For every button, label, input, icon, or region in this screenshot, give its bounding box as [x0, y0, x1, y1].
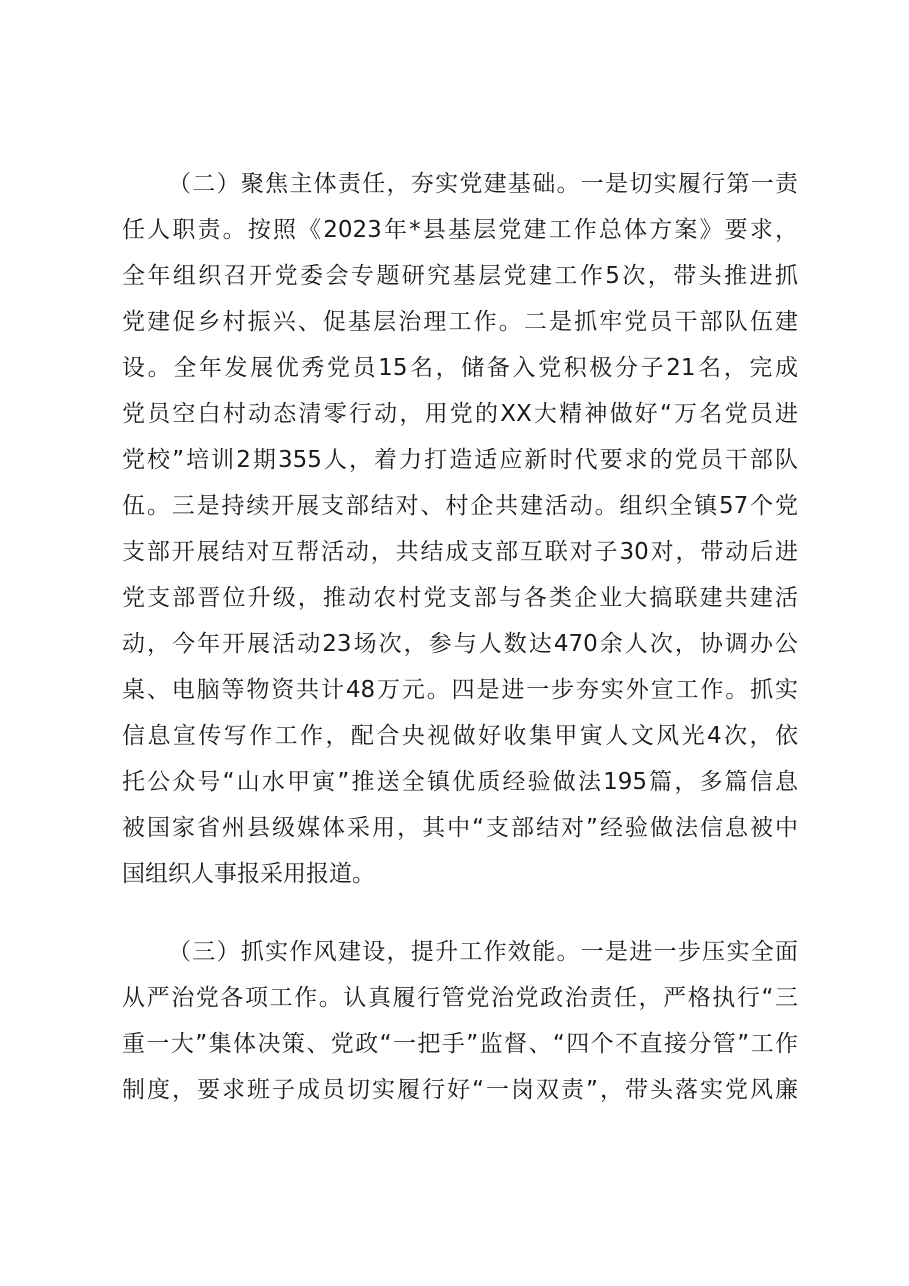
text-line: 重一大”集体决策、党政“一把手”监督、“四个不直接分管”工作 — [122, 1031, 798, 1057]
text-line: 党支部晋位升级，推动农村党支部与各类企业大搞联建共建活 — [122, 585, 798, 611]
text-line: 国组织人事报采用报道。 — [122, 861, 375, 887]
text-line: 设。全年发展优秀党员15名，储备入党积极分子21名，完成 — [122, 355, 798, 381]
text-line: 制度，要求班子成员切实履行好“一岗双责”，带头落实党风廉 — [122, 1077, 798, 1103]
text-line: 伍。三是持续开展支部结对、村企共建活动。组织全镇57个党 — [122, 493, 798, 519]
text-line: 从严治党各项工作。认真履行管党治党政治责任，严格执行“三 — [122, 985, 798, 1011]
text-line: 托公众号“山水甲寅”推送全镇优质经验做法195篇，多篇信息 — [122, 769, 798, 795]
text-line: 桌、电脑等物资共计48万元。四是进一步夯实外宣工作。抓实 — [122, 677, 798, 703]
text-line: 全年组织召开党委会专题研究基层党建工作5次，带头推进抓 — [122, 263, 798, 289]
text-line: （三）抓实作风建设，提升工作效能。一是进一步压实全面 — [168, 939, 798, 965]
text-line: （二）聚焦主体责任，夯实党建基础。一是切实履行第一责 — [168, 171, 798, 197]
text-line: 被国家省州县级媒体采用，其中“支部结对”经验做法信息被中 — [122, 815, 798, 841]
text-line: 信息宣传写作工作，配合央视做好收集甲寅人文风光4次，依 — [122, 723, 798, 749]
text-line: 党建促乡村振兴、促基层治理工作。二是抓牢党员干部队伍建 — [122, 309, 798, 335]
text-line: 党校”培训2期355人，着力打造适应新时代要求的党员干部队 — [122, 447, 798, 473]
text-line: 党员空白村动态清零行动，用党的XX大精神做好“万名党员进 — [122, 401, 798, 427]
text-line: 支部开展结对互帮活动，共结成支部互联对子30对，带动后进 — [122, 539, 798, 565]
text-line: 动，今年开展活动23场次，参与人数达470余人次，协调办公 — [122, 631, 798, 657]
text-line: 任人职责。按照《2023年*县基层党建工作总体方案》要求， — [122, 217, 798, 243]
